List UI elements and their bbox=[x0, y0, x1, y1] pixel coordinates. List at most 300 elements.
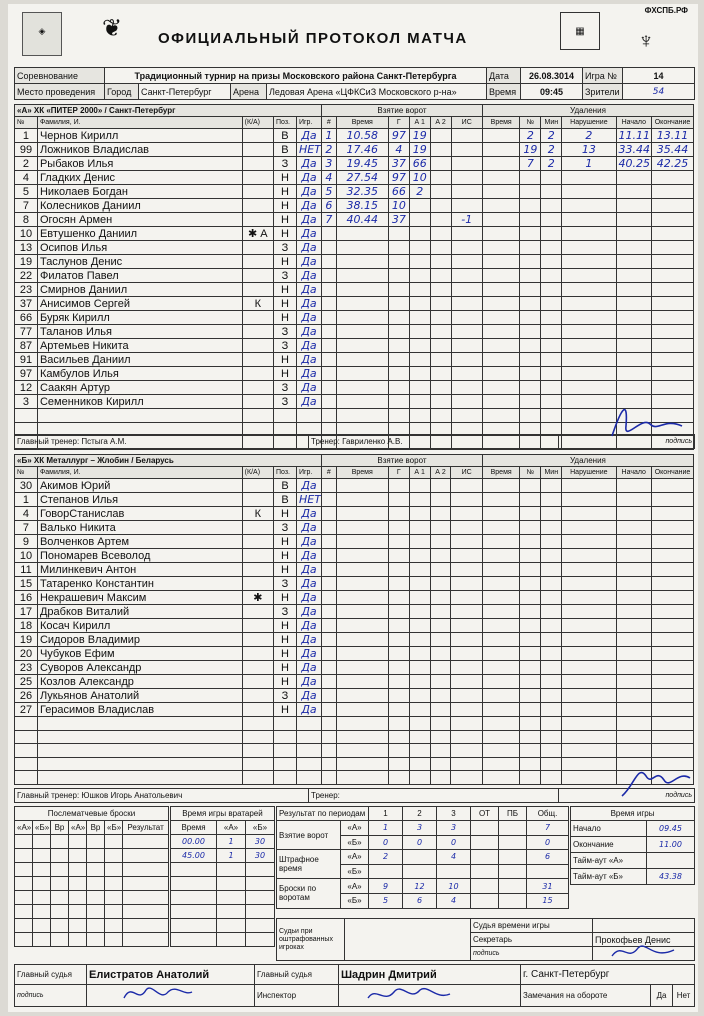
pen-time bbox=[482, 185, 520, 199]
player-mark bbox=[242, 157, 273, 171]
goal-situation bbox=[451, 325, 482, 339]
pen-viol bbox=[562, 730, 616, 744]
player-pos: Н bbox=[274, 563, 297, 577]
player-no: 18 bbox=[15, 619, 38, 633]
player-mark bbox=[242, 549, 273, 563]
pen-start bbox=[616, 717, 652, 731]
remarks-label: Замечания на обороте bbox=[521, 985, 651, 1007]
pen-time bbox=[482, 591, 520, 605]
griffin-logo-icon: ❦ bbox=[101, 15, 123, 42]
goal-num bbox=[322, 381, 337, 395]
shootout-col: «А» bbox=[15, 821, 33, 835]
goalie-row-b: 30 bbox=[246, 849, 275, 863]
goal-num bbox=[322, 339, 337, 353]
player-played: НЕТ bbox=[296, 493, 321, 507]
goal-num bbox=[322, 549, 337, 563]
period-title: Результат по периодам bbox=[277, 807, 369, 821]
pen-min bbox=[541, 339, 562, 353]
pen-time bbox=[482, 227, 520, 241]
player-mark bbox=[242, 661, 273, 675]
player-pos: Н bbox=[273, 283, 296, 297]
player-mark bbox=[242, 143, 273, 157]
period-value bbox=[369, 864, 403, 879]
goal-assist1 bbox=[409, 507, 430, 521]
period-value bbox=[471, 835, 499, 850]
table-row bbox=[15, 549, 694, 563]
pen-time bbox=[482, 521, 520, 535]
goal-num bbox=[322, 591, 337, 605]
player-no: 26 bbox=[15, 689, 38, 703]
player-name: Васильев Даниил bbox=[37, 353, 242, 367]
player-played: Да bbox=[296, 521, 321, 535]
pen-end bbox=[652, 171, 694, 185]
goal-num bbox=[322, 675, 337, 689]
pen-min bbox=[541, 171, 562, 185]
pen-start bbox=[616, 493, 652, 507]
goal-situation bbox=[451, 255, 482, 269]
pen-num bbox=[520, 730, 541, 744]
pen-time bbox=[482, 353, 520, 367]
goal-situation bbox=[451, 283, 482, 297]
player-pos: Н bbox=[274, 591, 297, 605]
player-mark: К bbox=[242, 297, 273, 311]
player-name: Евтушенко Даниил bbox=[37, 227, 242, 241]
pen-time bbox=[482, 311, 520, 325]
player-mark bbox=[242, 675, 273, 689]
period-value bbox=[471, 893, 499, 908]
goal-assist1 bbox=[409, 381, 430, 395]
player-mark bbox=[242, 395, 273, 409]
player-name: Герасимов Владислав bbox=[37, 703, 242, 717]
goal-time bbox=[336, 227, 388, 241]
hockey-logo-icon: ♆ bbox=[637, 28, 655, 53]
goal-time bbox=[336, 675, 388, 689]
goal-time bbox=[336, 269, 388, 283]
pen-end: 42.25 bbox=[652, 157, 694, 171]
pen-start bbox=[616, 269, 652, 283]
pen-min bbox=[541, 549, 562, 563]
player-mark bbox=[242, 353, 273, 367]
player-played: Да bbox=[296, 283, 321, 297]
goal-situation bbox=[451, 521, 482, 535]
goal-time bbox=[336, 605, 388, 619]
player-name: Пономарев Всеволод bbox=[37, 549, 242, 563]
period-value bbox=[499, 821, 527, 836]
player-mark bbox=[242, 255, 273, 269]
goal-assist2 bbox=[430, 269, 451, 283]
goal-scorer bbox=[388, 661, 409, 675]
pen-end bbox=[652, 717, 694, 731]
goal-assist1 bbox=[409, 269, 430, 283]
goal-scorer bbox=[388, 605, 409, 619]
goal-num bbox=[322, 661, 337, 675]
player-mark bbox=[242, 493, 273, 507]
goal-scorer bbox=[388, 381, 409, 395]
goal-assist1 bbox=[409, 241, 430, 255]
pen-time bbox=[482, 647, 520, 661]
pen-num bbox=[520, 367, 541, 381]
goal-assist2 bbox=[430, 381, 451, 395]
goal-time bbox=[336, 283, 388, 297]
pen-min bbox=[541, 757, 562, 771]
pen-viol bbox=[562, 771, 616, 785]
pen-time bbox=[482, 297, 520, 311]
goal-assist2 bbox=[430, 157, 451, 171]
period-pb-head: ПБ bbox=[499, 807, 527, 821]
goal-time bbox=[336, 521, 388, 535]
col-pos: Поз. bbox=[273, 117, 296, 129]
player-mark bbox=[242, 730, 273, 744]
pen-min bbox=[541, 689, 562, 703]
pen-min bbox=[541, 227, 562, 241]
player-played: Да bbox=[296, 647, 321, 661]
period-value: 9 bbox=[369, 879, 403, 894]
pen-start bbox=[616, 227, 652, 241]
goal-num bbox=[322, 744, 337, 758]
pen-time bbox=[482, 757, 520, 771]
chief-judge-label: Главный судья bbox=[15, 965, 87, 985]
goal-num bbox=[322, 717, 337, 731]
table-row bbox=[15, 171, 694, 185]
pen-start bbox=[616, 213, 652, 227]
player-mark bbox=[242, 409, 273, 423]
pen-end bbox=[652, 703, 694, 717]
goal-num bbox=[322, 325, 337, 339]
player-name: Козлов Александр bbox=[37, 675, 242, 689]
player-name: Николаев Богдан bbox=[37, 185, 242, 199]
pen-num bbox=[520, 521, 541, 535]
goal-scorer bbox=[388, 744, 409, 758]
pen-num bbox=[520, 325, 541, 339]
goal-situation bbox=[451, 339, 482, 353]
pen-time bbox=[482, 325, 520, 339]
goal-time bbox=[336, 507, 388, 521]
table-row bbox=[15, 703, 694, 717]
col-pen-viol: Нарушение bbox=[562, 117, 616, 129]
pen-min bbox=[541, 213, 562, 227]
player-pos: З bbox=[274, 521, 297, 535]
pen-viol bbox=[562, 661, 616, 675]
goal-situation bbox=[451, 661, 482, 675]
pen-min bbox=[541, 771, 562, 785]
goal-situation bbox=[451, 269, 482, 283]
table-row bbox=[15, 157, 694, 171]
col-pen-time: Время bbox=[482, 117, 520, 129]
spectators-value: 54 bbox=[623, 84, 695, 100]
player-mark bbox=[242, 771, 273, 785]
goal-time bbox=[336, 591, 388, 605]
player-played: Да bbox=[296, 395, 321, 409]
player-name: Волченков Артем bbox=[37, 535, 242, 549]
pen-time bbox=[482, 730, 520, 744]
pen-viol bbox=[562, 241, 616, 255]
player-mark bbox=[242, 703, 273, 717]
pen-viol bbox=[562, 717, 616, 731]
player-played: Да bbox=[296, 129, 321, 143]
table-row bbox=[15, 535, 694, 549]
player-played: Да bbox=[296, 311, 321, 325]
game-no-value: 14 bbox=[623, 68, 695, 84]
goal-assist1 bbox=[409, 213, 430, 227]
pen-time bbox=[482, 633, 520, 647]
period-value bbox=[471, 850, 499, 865]
pen-num bbox=[520, 563, 541, 577]
period-value: 10 bbox=[437, 879, 471, 894]
pen-min bbox=[541, 703, 562, 717]
pen-min bbox=[541, 591, 562, 605]
goal-scorer bbox=[388, 535, 409, 549]
player-name: ГоворСтанислав bbox=[37, 507, 242, 521]
period-value bbox=[437, 864, 471, 879]
pen-min bbox=[541, 744, 562, 758]
player-name: Гладких Денис bbox=[37, 171, 242, 185]
player-pos: Н bbox=[274, 647, 297, 661]
goal-num bbox=[322, 241, 337, 255]
player-played: Да bbox=[296, 507, 321, 521]
shootout-col: «А» bbox=[69, 821, 87, 835]
player-no: 25 bbox=[15, 675, 38, 689]
pen-num bbox=[520, 283, 541, 297]
player-no: 23 bbox=[15, 661, 38, 675]
goal-time bbox=[336, 717, 388, 731]
goal-situation bbox=[451, 619, 482, 633]
goal-assist2 bbox=[430, 241, 451, 255]
player-played: Да bbox=[296, 479, 321, 493]
pen-viol bbox=[562, 381, 616, 395]
player-no: 3 bbox=[15, 395, 38, 409]
player-played bbox=[296, 771, 321, 785]
player-pos: З bbox=[273, 395, 296, 409]
goal-time bbox=[336, 647, 388, 661]
pen-num bbox=[520, 353, 541, 367]
pen-min bbox=[541, 325, 562, 339]
pen-min bbox=[541, 661, 562, 675]
period-value bbox=[471, 879, 499, 894]
player-pos: З bbox=[273, 269, 296, 283]
pen-end bbox=[652, 255, 694, 269]
table-row bbox=[15, 227, 694, 241]
goals-title: Взятие ворот bbox=[322, 105, 483, 117]
player-mark bbox=[242, 521, 273, 535]
player-name: Камбулов Илья bbox=[37, 367, 242, 381]
secretary-label: Секретарь bbox=[471, 933, 593, 947]
goal-situation: -1 bbox=[451, 213, 482, 227]
pen-time bbox=[482, 129, 520, 143]
col-ka: (К/А) bbox=[242, 117, 273, 129]
player-no: 19 bbox=[15, 255, 38, 269]
goal-scorer bbox=[388, 297, 409, 311]
period-value bbox=[471, 821, 499, 836]
player-no: 4 bbox=[15, 507, 38, 521]
player-played: Да bbox=[296, 185, 321, 199]
pen-num: 7 bbox=[520, 157, 541, 171]
player-mark: ✱ А bbox=[242, 227, 273, 241]
goal-assist1 bbox=[409, 353, 430, 367]
player-pos: З bbox=[273, 339, 296, 353]
player-no: 1 bbox=[15, 493, 38, 507]
end-value: 11.00 bbox=[647, 837, 695, 853]
goal-assist2 bbox=[430, 213, 451, 227]
player-name: Валько Никита bbox=[37, 521, 242, 535]
player-no: 2 bbox=[15, 157, 38, 171]
goal-scorer: 66 bbox=[388, 185, 409, 199]
goal-assist2 bbox=[430, 757, 451, 771]
goal-assist2 bbox=[430, 633, 451, 647]
goal-assist1 bbox=[409, 703, 430, 717]
player-mark bbox=[242, 563, 273, 577]
goal-time bbox=[336, 353, 388, 367]
pen-start bbox=[616, 479, 652, 493]
player-name: Таланов Илья bbox=[37, 325, 242, 339]
pen-time bbox=[482, 283, 520, 297]
period-row-label: Броски по воротам bbox=[277, 879, 341, 908]
player-played: Да bbox=[296, 619, 321, 633]
header bbox=[8, 4, 698, 68]
table-row bbox=[15, 675, 694, 689]
pen-viol bbox=[562, 619, 616, 633]
player-pos: В bbox=[273, 143, 296, 157]
pen-min bbox=[541, 255, 562, 269]
pen-min bbox=[541, 605, 562, 619]
goal-assist1: 2 bbox=[409, 185, 430, 199]
remarks-yes[interactable]: Да bbox=[651, 985, 673, 1007]
player-played: Да bbox=[296, 157, 321, 171]
goal-assist2 bbox=[430, 535, 451, 549]
goal-situation bbox=[451, 409, 482, 423]
pen-time bbox=[482, 507, 520, 521]
pen-time bbox=[482, 269, 520, 283]
goal-assist1 bbox=[409, 771, 430, 785]
period-value bbox=[403, 864, 437, 879]
player-played: Да bbox=[296, 633, 321, 647]
goal-assist2 bbox=[430, 199, 451, 213]
player-no: 1 bbox=[15, 129, 38, 143]
goal-scorer bbox=[388, 353, 409, 367]
goal-time bbox=[336, 633, 388, 647]
shootout-col: Вр bbox=[51, 821, 69, 835]
goal-scorer bbox=[388, 283, 409, 297]
player-mark bbox=[242, 605, 273, 619]
pen-num bbox=[520, 409, 541, 423]
goal-assist1 bbox=[409, 661, 430, 675]
pen-viol bbox=[562, 507, 616, 521]
player-name: Милинкевич Антон bbox=[37, 563, 242, 577]
pen-end bbox=[652, 479, 694, 493]
player-played: Да bbox=[296, 381, 321, 395]
player-pos bbox=[274, 757, 297, 771]
table-row bbox=[15, 213, 694, 227]
pen-viol bbox=[562, 591, 616, 605]
pen-min bbox=[541, 199, 562, 213]
table-row bbox=[15, 689, 694, 703]
goal-time bbox=[336, 367, 388, 381]
pen-time bbox=[482, 563, 520, 577]
shootout-col: Вр bbox=[87, 821, 105, 835]
player-played: Да bbox=[296, 689, 321, 703]
player-mark bbox=[242, 213, 273, 227]
goal-scorer bbox=[388, 241, 409, 255]
goal-situation bbox=[451, 479, 482, 493]
table-row bbox=[15, 367, 694, 381]
spectators-label: Зрители bbox=[583, 84, 623, 100]
col-num-b: № bbox=[15, 467, 38, 479]
period-value: 2 bbox=[369, 850, 403, 865]
player-pos: Н bbox=[273, 185, 296, 199]
goal-assist1 bbox=[409, 675, 430, 689]
goal-time bbox=[336, 619, 388, 633]
goal-assist1 bbox=[409, 521, 430, 535]
pen-num bbox=[520, 339, 541, 353]
period-value: 12 bbox=[403, 879, 437, 894]
goal-situation bbox=[451, 633, 482, 647]
table-row bbox=[15, 311, 694, 325]
period-total: 6 bbox=[527, 850, 569, 865]
col-pen-viol-b: Нарушение bbox=[562, 467, 616, 479]
goal-num: 5 bbox=[322, 185, 337, 199]
goal-scorer bbox=[388, 339, 409, 353]
goal-assist1: 19 bbox=[409, 129, 430, 143]
period-3-head: 3 bbox=[437, 807, 471, 821]
pen-viol bbox=[562, 703, 616, 717]
player-played: Да bbox=[296, 269, 321, 283]
pen-viol bbox=[562, 605, 616, 619]
player-mark bbox=[242, 241, 273, 255]
goal-assist2 bbox=[430, 325, 451, 339]
table-row bbox=[15, 409, 694, 423]
pen-end bbox=[652, 493, 694, 507]
player-pos: З bbox=[274, 689, 297, 703]
pen-end bbox=[652, 563, 694, 577]
pen-min bbox=[541, 730, 562, 744]
player-mark bbox=[242, 339, 273, 353]
goal-scorer: 97 bbox=[388, 129, 409, 143]
player-mark bbox=[242, 283, 273, 297]
player-name: Осипов Илья bbox=[37, 241, 242, 255]
player-name: Сидоров Владимир bbox=[37, 633, 242, 647]
table-row bbox=[15, 297, 694, 311]
player-no: 30 bbox=[15, 479, 38, 493]
pen-viol bbox=[562, 339, 616, 353]
period-value: 4 bbox=[437, 893, 471, 908]
period-value: 6 bbox=[403, 893, 437, 908]
remarks-no[interactable]: Нет bbox=[673, 985, 695, 1007]
table-row bbox=[15, 381, 694, 395]
date-label: Дата bbox=[487, 68, 521, 84]
table-row bbox=[15, 493, 694, 507]
shootout-col: «Б» bbox=[105, 821, 123, 835]
pen-end bbox=[652, 507, 694, 521]
goal-scorer: 37 bbox=[388, 157, 409, 171]
penalties-title: Удаления bbox=[482, 105, 693, 117]
pen-viol bbox=[562, 311, 616, 325]
arena-value: Ледовая Арена «ЦФКСиЗ Московского р-на» bbox=[267, 84, 487, 100]
pen-start bbox=[616, 591, 652, 605]
goal-num bbox=[322, 771, 337, 785]
pen-num bbox=[520, 577, 541, 591]
period-1-head: 1 bbox=[369, 807, 403, 821]
pen-time bbox=[482, 703, 520, 717]
protocol-sheet bbox=[8, 4, 698, 1012]
pen-end bbox=[652, 353, 694, 367]
player-played: Да bbox=[296, 605, 321, 619]
goal-scorer bbox=[388, 647, 409, 661]
pen-start bbox=[616, 325, 652, 339]
player-pos: З bbox=[274, 605, 297, 619]
goal-time: 38.15 bbox=[336, 199, 388, 213]
player-name bbox=[37, 771, 242, 785]
player-played: Да bbox=[296, 255, 321, 269]
goal-time bbox=[336, 493, 388, 507]
